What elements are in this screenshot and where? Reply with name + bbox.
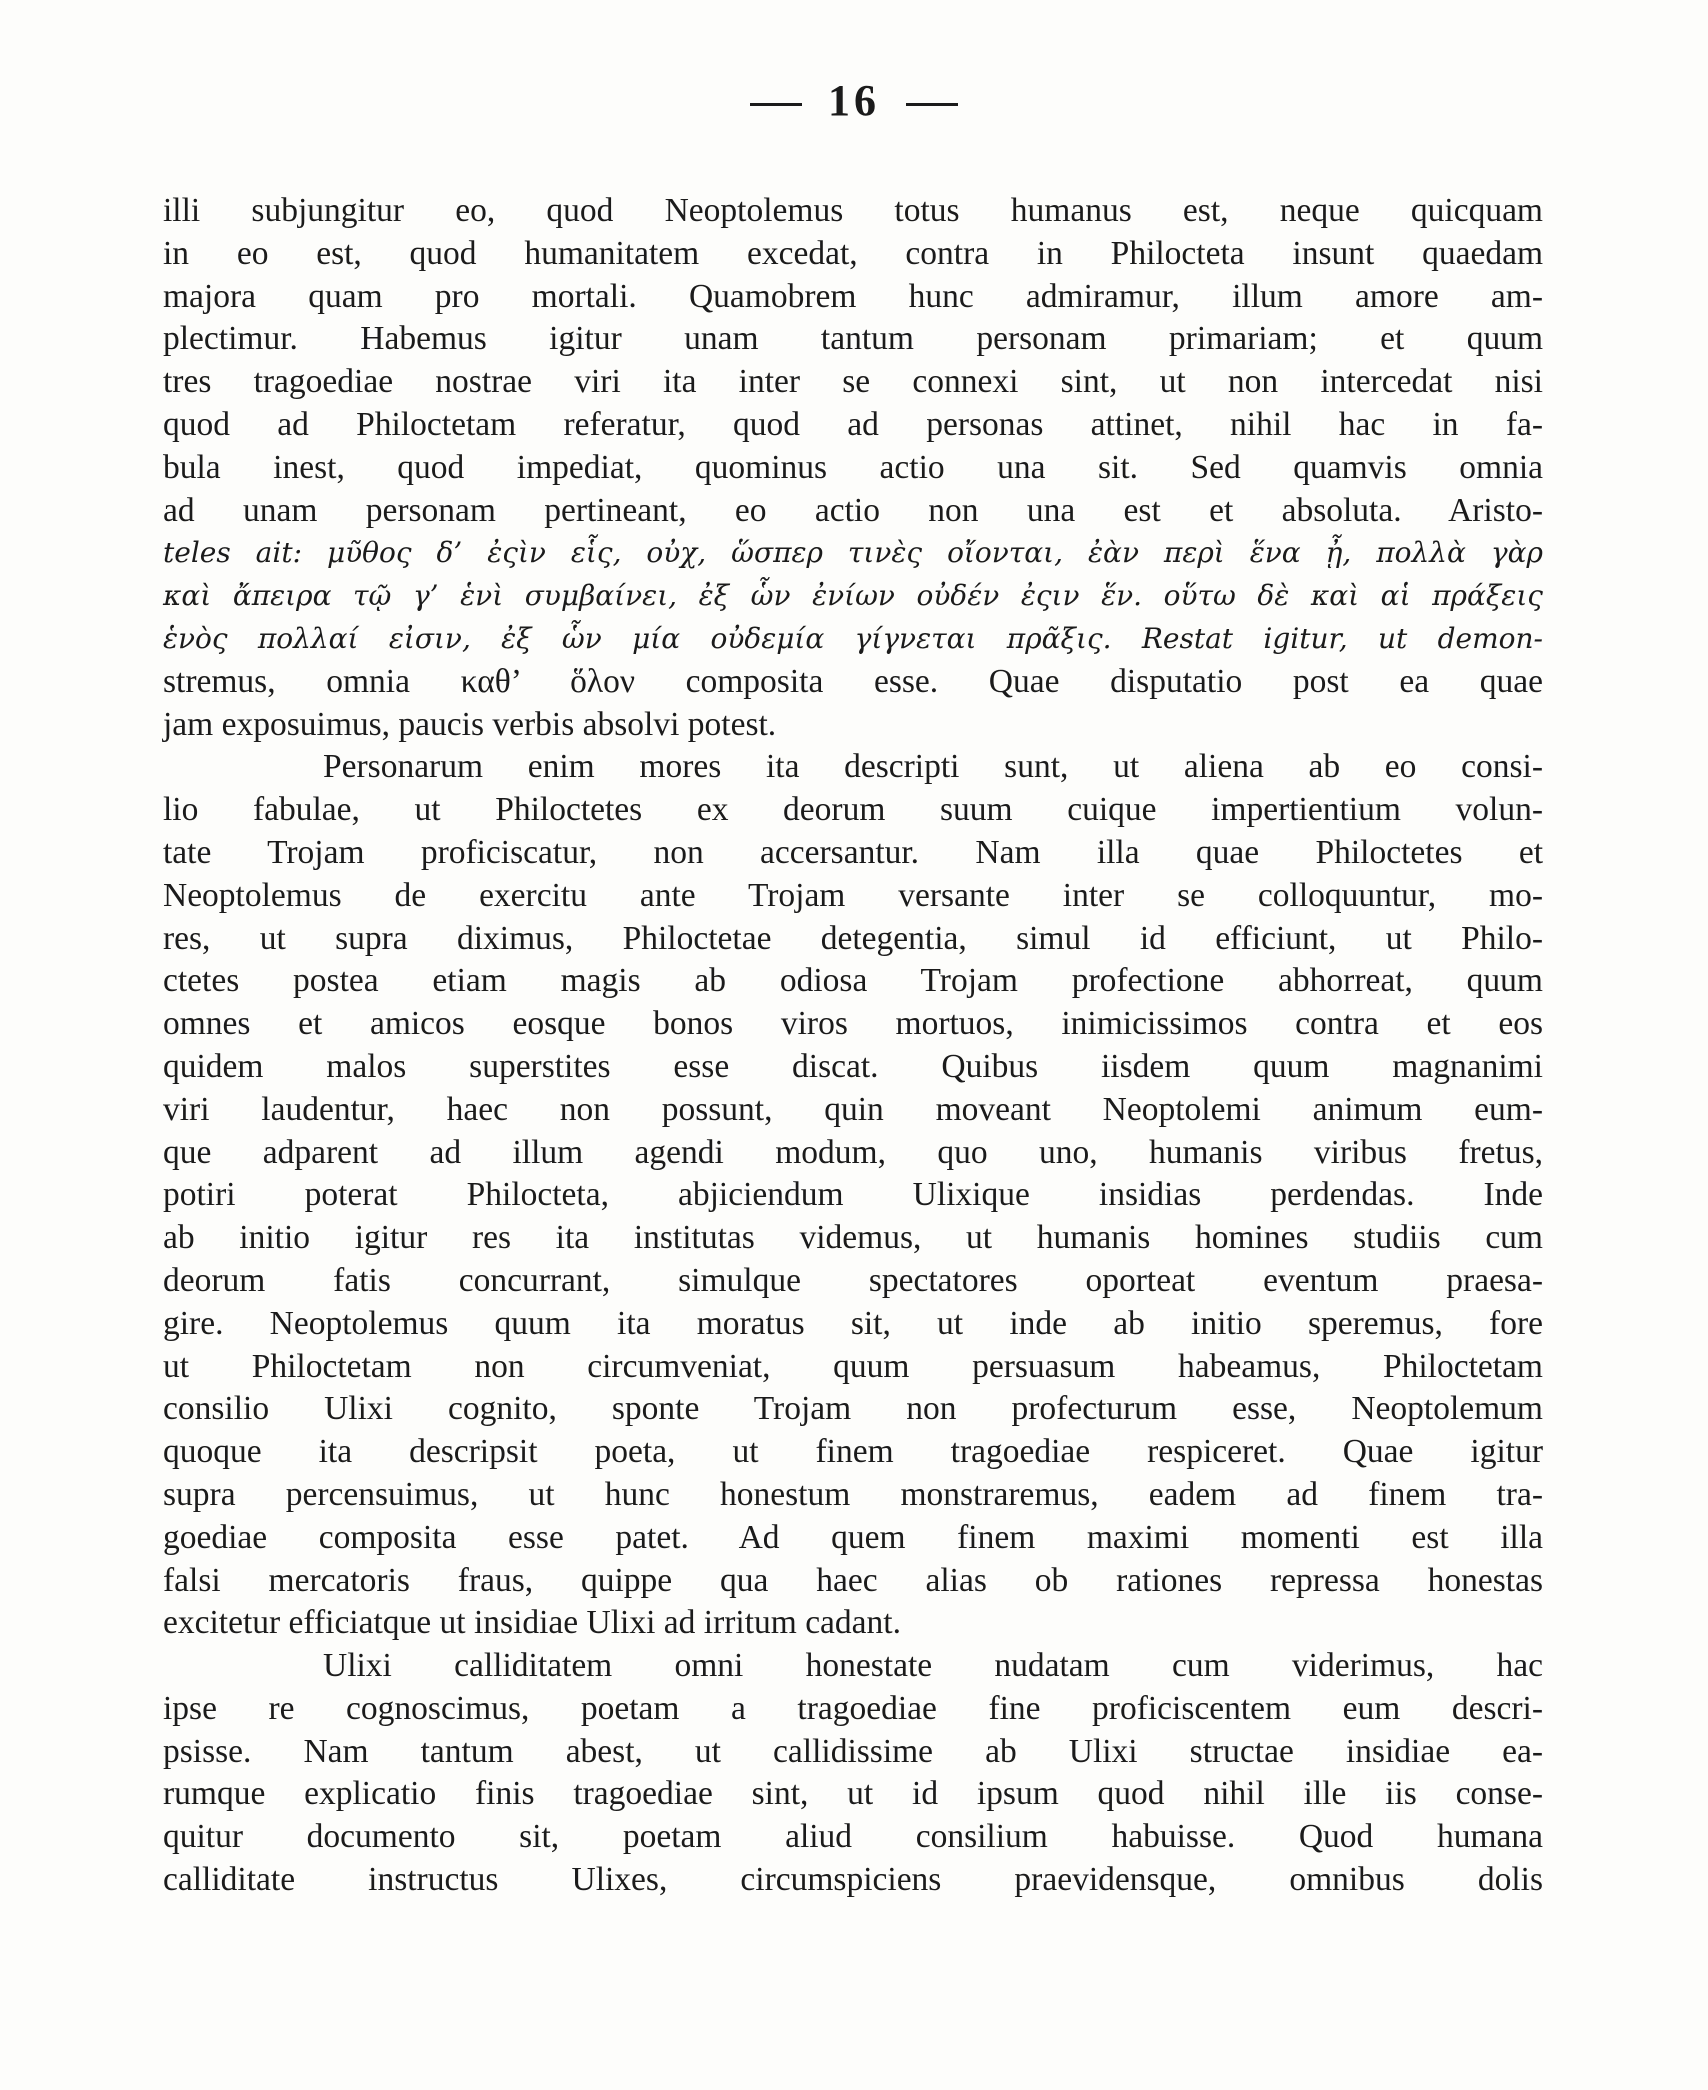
text-line: deorum fatis concurrant, simulque spectatores oporteat eventum praesa- [163, 1261, 1543, 1299]
text-line: supra percensuimus, ut hunc honestum monstraremus, eadem ad finem tra- [163, 1475, 1543, 1513]
text-line: tate Trojam proficiscatur, non accersantur. Nam illa quae Philoctetes et [163, 833, 1543, 871]
text-line: quod ad Philoctetam referatur, quod ad personas attinet, nihil hac in fa- [163, 405, 1543, 443]
text-line: calliditate instructus Ulixes, circumspiciens praevidensque, omnibus dolis [163, 1861, 1543, 1899]
text-line: ad unam personam pertineant, eo actio non una est et absoluta. Aristo- [163, 491, 1543, 529]
greek-quote-line: καὶ ἄπειρα τῷ γ’ ἑνὶ συμβαίνει, ἐξ ὧν ἐνίων οὐδέν ἐςιν ἕν. οὕτω δὲ καὶ αἱ πράξεις [163, 579, 1543, 613]
greek-quote-line: teles ait: μῦθος δ’ ἐςὶν εἷς, οὐχ, ὥσπερ τινὲς οἴονται, ἐὰν περὶ ἕνα ᾖ, πολλὰ γὰρ [163, 536, 1543, 570]
page-header [0, 76, 1708, 126]
text-line: Neoptolemus de exercitu ante Trojam versante inter se colloquuntur, mo- [163, 876, 1543, 914]
text-line: illi subjungitur eo, quod Neoptolemus totus humanus est, neque quicquam [163, 192, 1543, 229]
paragraph-first-line: Personarum enim mores ita descripti sunt, ut aliena ab eo consi- [323, 748, 1543, 786]
body-text [163, 190, 1543, 1902]
text-line: plectimur. Habemus igitur unam tantum personam primariam; et quum [163, 320, 1543, 358]
header-dash-left [750, 103, 802, 106]
header-dash-right [906, 103, 958, 106]
text-line: gire. Neoptolemus quum ita moratus sit, ut inde ab initio speremus, fore [163, 1304, 1543, 1342]
text-line: quoque ita descripsit poeta, ut finem tragoediae respiceret. Quae igitur [163, 1433, 1543, 1471]
text-line: quitur documento sit, poetam aliud consilium habuisse. Quod humana [163, 1818, 1543, 1856]
text-line: que adparent ad illum agendi modum, quo uno, humanis viribus fretus, [163, 1133, 1543, 1171]
text-line: falsi mercatoris fraus, quippe qua haec alias ob rationes repressa honestas [163, 1561, 1543, 1599]
text-line: viri laudentur, haec non possunt, quin moveant Neoptolemi animum eum- [163, 1090, 1543, 1128]
text-line: ut Philoctetam non circumveniat, quum persuasum habeamus, Philoctetam [163, 1347, 1543, 1385]
text-line: jam exposuimus, paucis verbis absolvi potest. [163, 705, 777, 743]
text-line: rumque explicatio finis tragoediae sint, ut id ipsum quod nihil ille iis conse- [163, 1775, 1543, 1813]
text-line: ctetes postea etiam magis ab odiosa Trojam profectione abhorreat, quum [163, 962, 1543, 1000]
greek-quote-line: ἑνὸς πολλαί εἰσιν, ἐξ ὧν μία οὐδεμία γίγνεται πρᾶξις. Restat igitur, ut demon- [163, 621, 1543, 655]
text-line: omnes et amicos eosque bonos viros mortuos, inimicissimos contra et eos [163, 1005, 1543, 1043]
text-line: quidem malos superstites esse discat. Quibus iisdem quum magnanimi [163, 1047, 1543, 1085]
text-line: tres tragoediae nostrae viri ita inter se connexi sint, ut non intercedat nisi [163, 363, 1543, 401]
text-line: psisse. Nam tantum abest, ut callidissime ab Ulixi structae insidiae ea- [163, 1732, 1543, 1770]
text-line: lio fabulae, ut Philoctetes ex deorum suum cuique impertientium volun- [163, 791, 1543, 829]
text-line: ab initio igitur res ita institutas videmus, ut humanis homines studiis cum [163, 1219, 1543, 1257]
text-line: in eo est, quod humanitatem excedat, contra in Philocteta insunt quaedam [163, 234, 1543, 272]
text-line: potiri poterat Philocteta, abjiciendum Ulixique insidias perdendas. Inde [163, 1176, 1543, 1214]
text-line: consilio Ulixi cognito, sponte Trojam non profecturum esse, Neoptolemum [163, 1390, 1543, 1428]
page-number: 16 [828, 76, 880, 125]
text-line: goediae composita esse patet. Ad quem finem maximi momenti est illa [163, 1518, 1543, 1556]
text-line: excitetur efficiatque ut insidiae Ulixi ad irritum cadant. [163, 1604, 901, 1642]
paragraph-first-line: Ulixi calliditatem omni honestate nudatam cum viderimus, hac [323, 1647, 1543, 1685]
text-line: res, ut supra diximus, Philoctetae detegentia, simul id efficiunt, ut Philo- [163, 919, 1543, 957]
text-line: majora quam pro mortali. Quamobrem hunc admiramur, illum amore am- [163, 277, 1543, 315]
text-line: ipse re cognoscimus, poetam a tragoediae fine proficiscentem eum descri- [163, 1689, 1543, 1727]
text-line: bula inest, quod impediat, quominus actio una sit. Sed quamvis omnia [163, 448, 1543, 486]
text-line: stremus, omnia καθ’ ὅλον composita esse. Quae disputatio post ea quae [163, 662, 1543, 700]
